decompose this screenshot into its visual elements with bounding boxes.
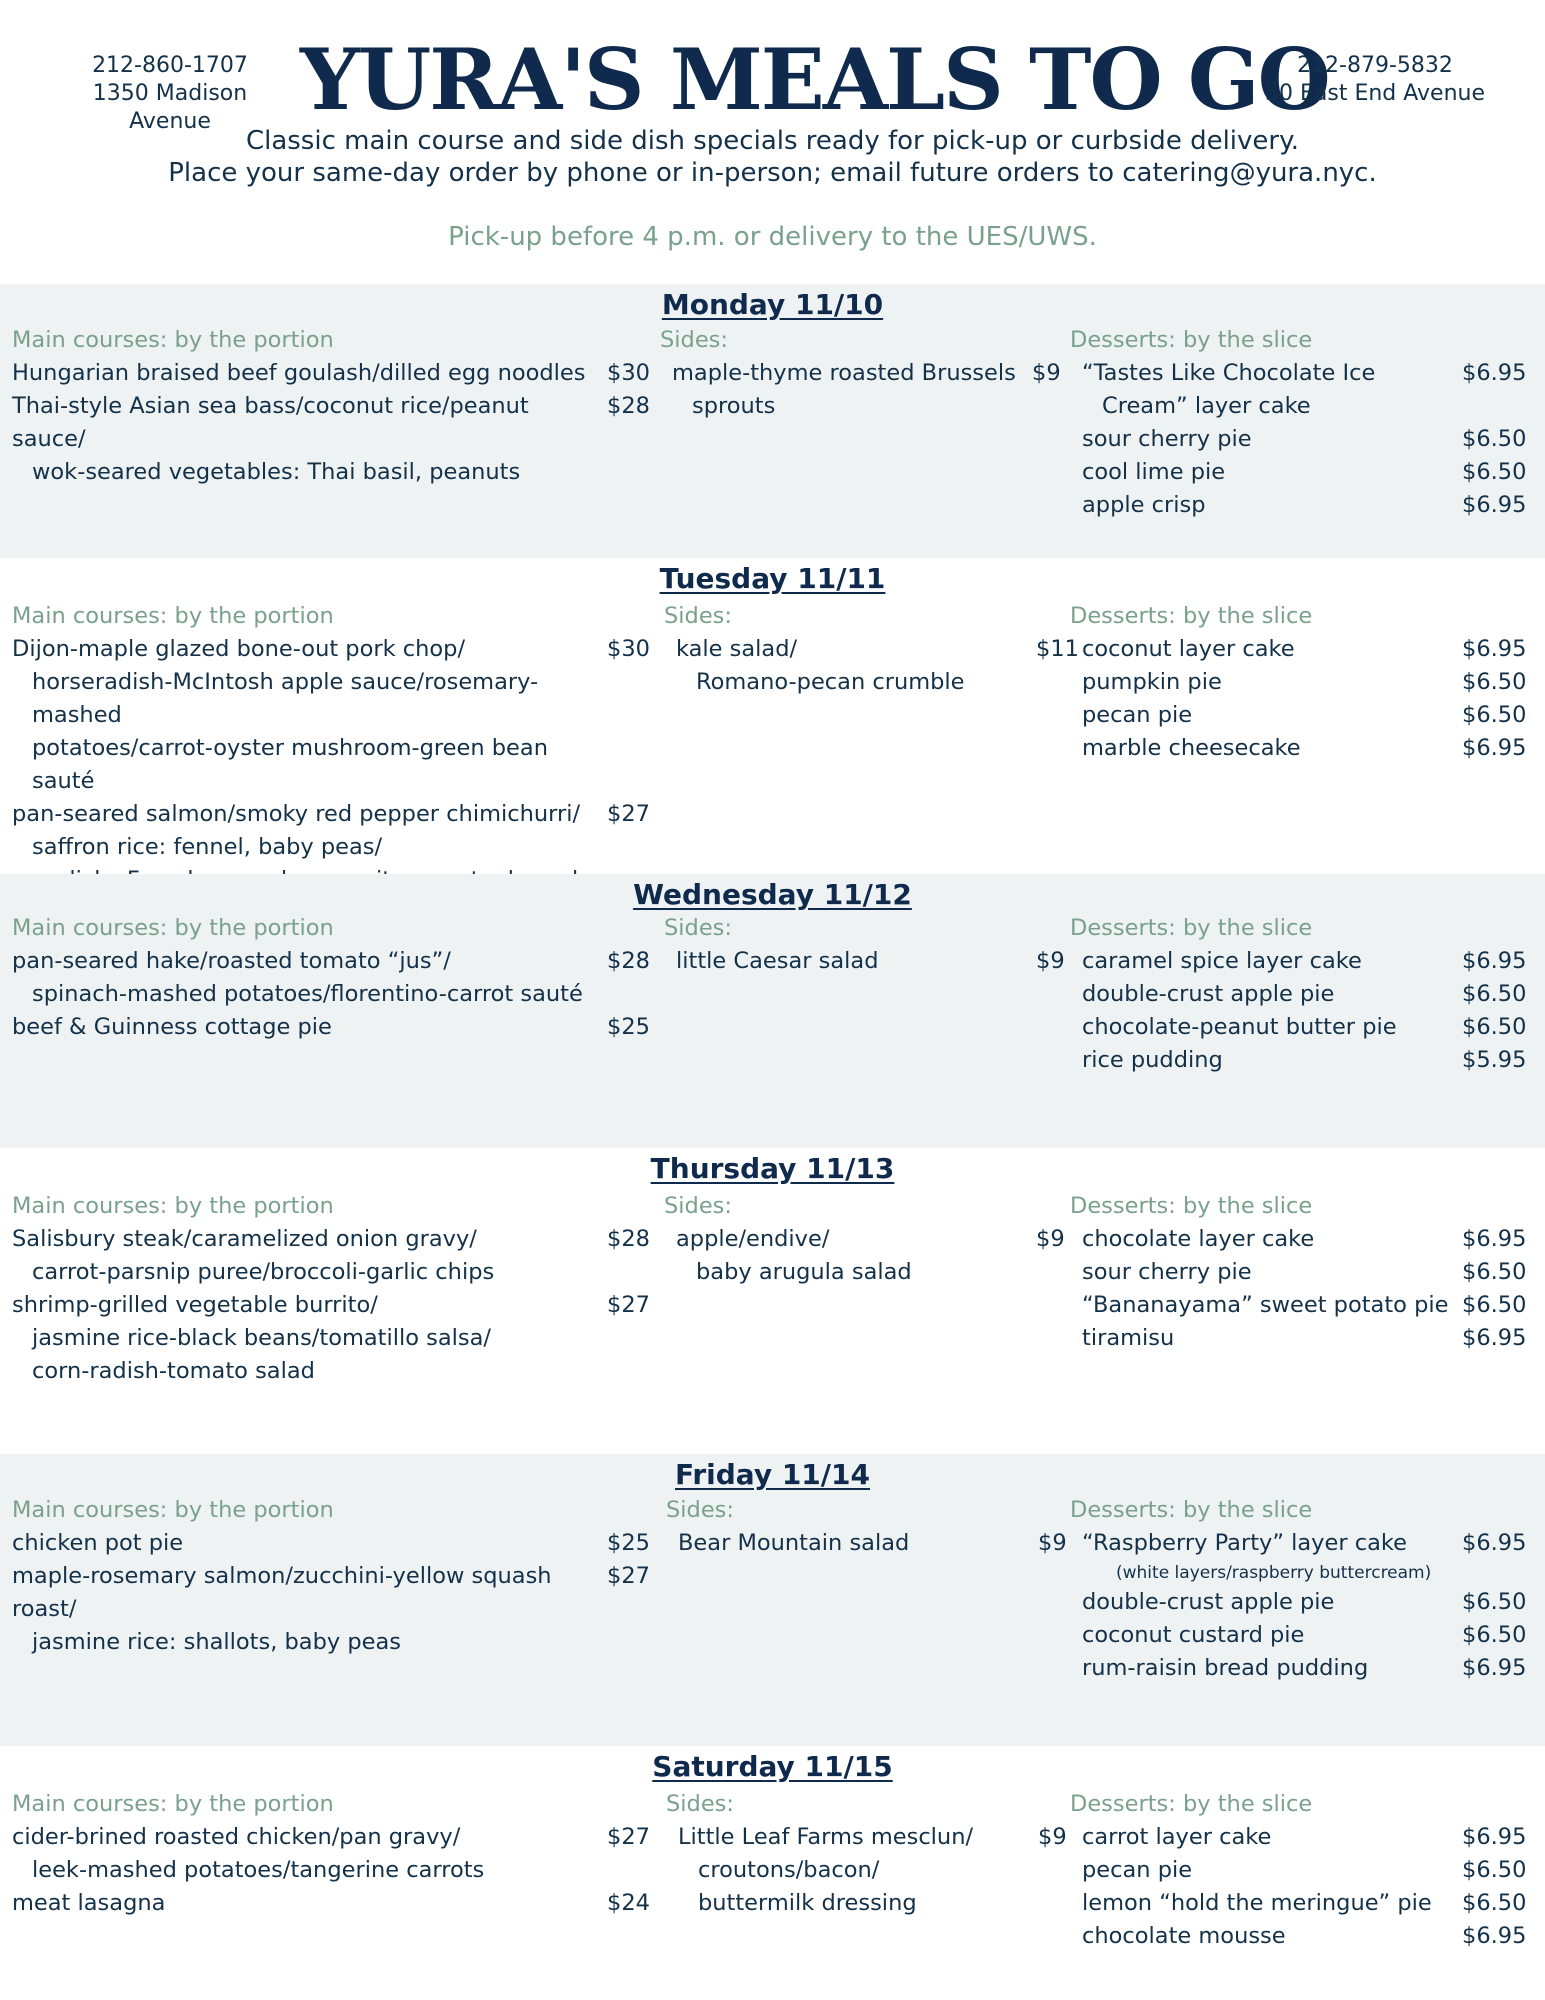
side-dish-line: Bear Mountain salad bbox=[678, 1530, 910, 1556]
main-course-line: Thai-style Asian sea bass/coconut rice/peanut sauce/ bbox=[12, 393, 529, 452]
main-course-name bbox=[12, 1560, 607, 1659]
sides-column bbox=[664, 912, 1064, 978]
main-course-line: Dijon-maple glazed bone-out pork chop/ bbox=[12, 636, 466, 662]
main-course-line: Salisbury steak/caramelized onion gravy/ bbox=[12, 1226, 477, 1252]
right-address: 50 East End Avenue bbox=[1265, 81, 1485, 106]
dessert-line: pumpkin pie bbox=[1082, 669, 1222, 695]
main-course-price: $25 bbox=[607, 1530, 650, 1556]
dessert-name bbox=[1070, 978, 1462, 1011]
mains-column bbox=[12, 1494, 652, 1659]
side-dish-item bbox=[664, 1223, 1064, 1289]
dessert-item bbox=[1070, 1619, 1535, 1652]
dessert-name bbox=[1070, 1527, 1462, 1586]
sides-heading: Sides: bbox=[664, 603, 732, 629]
side-dish-line: little Caesar salad bbox=[676, 948, 879, 974]
dessert-line: rum-raisin bread pudding bbox=[1082, 1655, 1369, 1681]
dessert-price: $6.95 bbox=[1462, 735, 1527, 761]
left-address: 1350 Madison Avenue bbox=[92, 81, 248, 134]
dessert-name bbox=[1070, 945, 1462, 978]
sides-heading: Sides: bbox=[666, 1497, 734, 1523]
day-title: Wednesday 11/12 bbox=[633, 878, 912, 911]
mains-heading: Main courses: by the portion bbox=[12, 915, 334, 941]
dessert-item bbox=[1070, 1527, 1535, 1586]
dessert-name bbox=[1070, 357, 1462, 423]
dessert-price: $5.95 bbox=[1462, 1047, 1527, 1073]
side-dish-line: Little Leaf Farms mesclun/ bbox=[678, 1824, 974, 1850]
desserts-column bbox=[1070, 912, 1535, 1077]
main-course-name bbox=[12, 1223, 607, 1289]
main-course-price: $27 bbox=[607, 1292, 650, 1318]
dessert-price: $6.95 bbox=[1462, 1226, 1527, 1252]
side-dish-name bbox=[664, 1223, 1026, 1289]
side-dish-name bbox=[660, 357, 1022, 423]
day-title: Monday 11/10 bbox=[661, 288, 884, 321]
side-dish-price: $9 bbox=[1038, 1530, 1067, 1556]
dessert-price: $6.50 bbox=[1462, 1259, 1527, 1285]
dessert-price: $6.50 bbox=[1462, 1890, 1527, 1916]
main-course-line: spinach-mashed potatoes/florentino-carrot sauté bbox=[32, 981, 583, 1007]
dessert-line: caramel spice layer cake bbox=[1082, 948, 1362, 974]
main-course-name bbox=[12, 1011, 607, 1044]
desserts-heading: Desserts: by the slice bbox=[1070, 327, 1313, 353]
dessert-price: $6.50 bbox=[1462, 1857, 1527, 1883]
main-course-price: $27 bbox=[607, 1563, 650, 1589]
main-course-line: cider-brined roasted chicken/pan gravy/ bbox=[12, 1824, 461, 1850]
day-title: Tuesday 11/11 bbox=[659, 562, 886, 595]
main-course-item bbox=[12, 1289, 652, 1388]
desserts-heading: Desserts: by the slice bbox=[1070, 603, 1313, 629]
dessert-name bbox=[1070, 1652, 1462, 1685]
dessert-price: $6.95 bbox=[1462, 1655, 1527, 1681]
day-section bbox=[0, 1454, 1545, 1746]
main-course-name bbox=[12, 945, 607, 1011]
dessert-price: $6.50 bbox=[1462, 1292, 1527, 1318]
mains-heading: Main courses: by the portion bbox=[12, 1497, 334, 1523]
dessert-item bbox=[1070, 978, 1535, 1011]
dessert-item bbox=[1070, 666, 1535, 699]
main-course-item bbox=[12, 633, 652, 798]
main-course-item bbox=[12, 1887, 652, 1920]
day-section bbox=[0, 1148, 1545, 1454]
dessert-name bbox=[1070, 1586, 1462, 1619]
dessert-price: $6.95 bbox=[1462, 1530, 1527, 1556]
main-course-item bbox=[12, 945, 652, 1011]
side-dish-line: baby arugula salad bbox=[696, 1259, 912, 1285]
dessert-line: sour cherry pie bbox=[1082, 426, 1252, 452]
day-title: Saturday 11/15 bbox=[652, 1750, 893, 1783]
dessert-name bbox=[1070, 456, 1462, 489]
dessert-item bbox=[1070, 489, 1535, 522]
desserts-column bbox=[1070, 1190, 1535, 1355]
main-course-item bbox=[12, 357, 652, 390]
main-course-name bbox=[12, 1527, 607, 1560]
dessert-price: $6.50 bbox=[1462, 1622, 1527, 1648]
desserts-heading: Desserts: by the slice bbox=[1070, 1791, 1313, 1817]
intro-line-1: Classic main course and side dish specials ready for pick-up or curbside delivery. bbox=[245, 126, 1300, 156]
main-course-line: jasmine rice: shallots, baby peas bbox=[32, 1629, 401, 1655]
main-course-line: maple-rosemary salmon/zucchini-yellow squash roast/ bbox=[12, 1563, 552, 1622]
dessert-item bbox=[1070, 945, 1535, 978]
desserts-column bbox=[1070, 324, 1535, 522]
main-course-name bbox=[12, 390, 607, 489]
side-dish-line: apple/endive/ bbox=[676, 1226, 830, 1252]
desserts-heading: Desserts: by the slice bbox=[1070, 1193, 1313, 1219]
header-left-contact bbox=[52, 52, 288, 136]
dessert-price: $6.95 bbox=[1462, 636, 1527, 662]
sides-column bbox=[666, 1494, 1066, 1560]
dessert-line: “Tastes Like Chocolate Ice bbox=[1082, 360, 1376, 386]
main-course-name bbox=[12, 1887, 607, 1920]
dessert-line: tiramisu bbox=[1082, 1325, 1175, 1351]
sides-column bbox=[660, 324, 1060, 423]
main-course-price: $24 bbox=[607, 1890, 650, 1916]
day-section bbox=[0, 1746, 1545, 2000]
side-dish-line: maple-thyme roasted Brussels bbox=[672, 360, 1016, 386]
dessert-line: pecan pie bbox=[1082, 1857, 1193, 1883]
main-course-line: chicken pot pie bbox=[12, 1530, 184, 1556]
dessert-item bbox=[1070, 1586, 1535, 1619]
dessert-line: cool lime pie bbox=[1082, 459, 1226, 485]
dessert-item bbox=[1070, 1044, 1535, 1077]
dessert-item bbox=[1070, 423, 1535, 456]
dessert-item bbox=[1070, 633, 1535, 666]
main-course-line: wok-seared vegetables: Thai basil, peanuts bbox=[32, 459, 521, 485]
dessert-line: chocolate mousse bbox=[1082, 1923, 1286, 1949]
dessert-name bbox=[1070, 423, 1462, 456]
main-course-item bbox=[12, 390, 652, 489]
dessert-price: $6.50 bbox=[1462, 981, 1527, 1007]
dessert-name bbox=[1070, 489, 1462, 522]
dessert-item bbox=[1070, 1256, 1535, 1289]
mains-heading: Main courses: by the portion bbox=[12, 327, 334, 353]
side-dish-name bbox=[666, 1527, 1028, 1560]
dessert-name bbox=[1070, 1821, 1462, 1854]
side-dish-item bbox=[660, 357, 1060, 423]
side-dish-name bbox=[666, 1821, 1028, 1920]
dessert-line: carrot layer cake bbox=[1082, 1824, 1272, 1850]
dessert-price: $6.50 bbox=[1462, 1014, 1527, 1040]
dessert-price: $6.95 bbox=[1462, 492, 1527, 518]
side-dish-item bbox=[664, 633, 1079, 699]
side-dish-line: croutons/bacon/ bbox=[698, 1857, 880, 1883]
desserts-column bbox=[1070, 1494, 1535, 1685]
side-dish-line: Romano-pecan crumble bbox=[696, 669, 965, 695]
mains-column bbox=[12, 324, 652, 489]
dessert-line: chocolate layer cake bbox=[1082, 1226, 1315, 1252]
intro-line-2: Place your same-day order by phone or in-person; email future orders to catering@yura.nyc. bbox=[168, 158, 1377, 188]
mains-heading: Main courses: by the portion bbox=[12, 603, 334, 629]
page-title: YURA'S MEALS TO GO bbox=[300, 30, 1329, 129]
dessert-name bbox=[1070, 1044, 1462, 1077]
dessert-item bbox=[1070, 1322, 1535, 1355]
side-dish-item bbox=[666, 1821, 1066, 1920]
dessert-name bbox=[1070, 666, 1462, 699]
dessert-line: chocolate-peanut butter pie bbox=[1082, 1014, 1397, 1040]
left-phone: 212-860-1707 bbox=[92, 53, 248, 78]
main-course-price: $25 bbox=[607, 1014, 650, 1040]
day-title: Thursday 11/13 bbox=[650, 1152, 895, 1185]
main-course-name bbox=[12, 1821, 607, 1887]
sides-heading: Sides: bbox=[664, 1193, 732, 1219]
main-course-item bbox=[12, 1011, 652, 1044]
day-section bbox=[0, 558, 1545, 874]
main-course-name bbox=[12, 1289, 607, 1388]
mains-column bbox=[12, 912, 652, 1044]
main-course-price: $27 bbox=[607, 1824, 650, 1850]
dessert-name bbox=[1070, 1256, 1462, 1289]
desserts-heading: Desserts: by the slice bbox=[1070, 1497, 1313, 1523]
desserts-heading: Desserts: by the slice bbox=[1070, 915, 1313, 941]
mains-heading: Main courses: by the portion bbox=[12, 1791, 334, 1817]
main-course-price: $30 bbox=[607, 360, 650, 386]
dessert-item bbox=[1070, 732, 1535, 765]
mains-column bbox=[12, 600, 652, 897]
dessert-price: $6.50 bbox=[1462, 702, 1527, 728]
dessert-price: $6.50 bbox=[1462, 459, 1527, 485]
side-dish-line: kale salad/ bbox=[676, 636, 798, 662]
mains-column bbox=[12, 1788, 652, 1920]
side-dish-price: $11 bbox=[1036, 636, 1079, 662]
dessert-line: coconut custard pie bbox=[1082, 1622, 1305, 1648]
right-phone: 212-879-5832 bbox=[1297, 53, 1453, 78]
side-dish-price: $9 bbox=[1032, 360, 1061, 386]
dessert-price: $6.50 bbox=[1462, 426, 1527, 452]
sides-heading: Sides: bbox=[664, 915, 732, 941]
main-course-name bbox=[12, 633, 607, 798]
side-dish-name bbox=[664, 633, 1026, 699]
mains-heading: Main courses: by the portion bbox=[12, 1193, 334, 1219]
dessert-price: $6.95 bbox=[1462, 948, 1527, 974]
dessert-name bbox=[1070, 1619, 1462, 1652]
dessert-name bbox=[1070, 1289, 1462, 1322]
dessert-item bbox=[1070, 699, 1535, 732]
main-course-line: pan-seared salmon/smoky red pepper chimichurri/ bbox=[12, 801, 581, 827]
sides-heading: Sides: bbox=[666, 1791, 734, 1817]
day-title: Friday 11/14 bbox=[675, 1458, 870, 1491]
desserts-column bbox=[1070, 600, 1535, 765]
dessert-item bbox=[1070, 357, 1535, 423]
main-course-item bbox=[12, 1560, 652, 1659]
dessert-item bbox=[1070, 1821, 1535, 1854]
day-section bbox=[0, 874, 1545, 1148]
sides-column bbox=[664, 1190, 1064, 1289]
dessert-name bbox=[1070, 1322, 1462, 1355]
dessert-price: $6.95 bbox=[1462, 1824, 1527, 1850]
desserts-column bbox=[1070, 1788, 1535, 1953]
dessert-item bbox=[1070, 1011, 1535, 1044]
main-course-line: pan-seared hake/roasted tomato “jus”/ bbox=[12, 948, 451, 974]
side-dish-item bbox=[666, 1527, 1066, 1560]
dessert-item bbox=[1070, 1223, 1535, 1256]
main-course-line: beef & Guinness cottage pie bbox=[12, 1014, 332, 1040]
dessert-item bbox=[1070, 1887, 1535, 1920]
dessert-name bbox=[1070, 1223, 1462, 1256]
main-course-name bbox=[12, 357, 607, 390]
main-course-price: $28 bbox=[607, 393, 650, 419]
main-course-line: shrimp-grilled vegetable burrito/ bbox=[12, 1292, 378, 1318]
dessert-name bbox=[1070, 732, 1462, 765]
main-course-line: corn-radish-tomato salad bbox=[32, 1358, 315, 1384]
main-course-line: potatoes/carrot-oyster mushroom-green bean sauté bbox=[32, 735, 548, 794]
sides-column bbox=[664, 600, 1079, 699]
mains-column bbox=[12, 1190, 652, 1388]
dessert-item bbox=[1070, 456, 1535, 489]
header-right-contact bbox=[1257, 52, 1493, 108]
dessert-line: lemon “hold the meringue” pie bbox=[1082, 1890, 1432, 1916]
main-course-line: carrot-parsnip puree/broccoli-garlic chips bbox=[32, 1259, 495, 1285]
main-course-line: meat lasagna bbox=[12, 1890, 166, 1916]
dessert-line: marble cheesecake bbox=[1082, 735, 1301, 761]
dessert-name bbox=[1070, 633, 1462, 666]
main-course-price: $28 bbox=[607, 1226, 650, 1252]
dessert-price: $6.50 bbox=[1462, 669, 1527, 695]
main-course-item bbox=[12, 1821, 652, 1887]
dessert-name bbox=[1070, 1920, 1462, 1953]
dessert-price: $6.50 bbox=[1462, 1589, 1527, 1615]
dessert-name bbox=[1070, 699, 1462, 732]
sides-heading: Sides: bbox=[660, 327, 728, 353]
main-course-item bbox=[12, 1527, 652, 1560]
dessert-price: $6.95 bbox=[1462, 1325, 1527, 1351]
dessert-item bbox=[1070, 1920, 1535, 1953]
main-course-item bbox=[12, 1223, 652, 1289]
dessert-price: $6.95 bbox=[1462, 1923, 1527, 1949]
dessert-item bbox=[1070, 1652, 1535, 1685]
dessert-line: coconut layer cake bbox=[1082, 636, 1295, 662]
dessert-line: double-crust apple pie bbox=[1082, 1589, 1335, 1615]
side-dish-price: $9 bbox=[1036, 948, 1065, 974]
side-dish-name bbox=[664, 945, 1026, 978]
dessert-item bbox=[1070, 1854, 1535, 1887]
side-dish-item bbox=[664, 945, 1064, 978]
pickup-note: Pick-up before 4 p.m. or delivery to the UES/UWS. bbox=[448, 222, 1097, 252]
dessert-line: Cream” layer cake bbox=[1102, 393, 1311, 419]
dessert-line: double-crust apple pie bbox=[1082, 981, 1335, 1007]
side-dish-price: $9 bbox=[1036, 1226, 1065, 1252]
main-course-price: $30 bbox=[607, 636, 650, 662]
dessert-note: (white layers/raspberry buttercream) bbox=[1116, 1563, 1432, 1583]
dessert-name bbox=[1070, 1854, 1462, 1887]
dessert-line: sour cherry pie bbox=[1082, 1259, 1252, 1285]
dessert-name bbox=[1070, 1887, 1462, 1920]
main-course-line: saffron rice: fennel, baby peas/ bbox=[32, 834, 383, 860]
main-course-line: Hungarian braised beef goulash/dilled egg noodles bbox=[12, 360, 586, 386]
main-course-line: leek-mashed potatoes/tangerine carrots bbox=[32, 1857, 485, 1883]
dessert-line: pecan pie bbox=[1082, 702, 1193, 728]
main-course-price: $28 bbox=[607, 948, 650, 974]
dessert-price: $6.95 bbox=[1462, 360, 1527, 386]
sides-column bbox=[666, 1788, 1066, 1920]
dessert-item bbox=[1070, 1289, 1535, 1322]
main-course-line: jasmine rice-black beans/tomatillo salsa/ bbox=[32, 1325, 492, 1351]
dessert-line: “Bananayama” sweet potato pie bbox=[1082, 1292, 1449, 1318]
main-course-price: $27 bbox=[607, 801, 650, 827]
dessert-line: “Raspberry Party” layer cake bbox=[1082, 1530, 1407, 1556]
day-section bbox=[0, 284, 1545, 558]
dessert-name bbox=[1070, 1011, 1462, 1044]
side-dish-line: sprouts bbox=[692, 393, 776, 419]
side-dish-price: $9 bbox=[1038, 1824, 1067, 1850]
dessert-line: apple crisp bbox=[1082, 492, 1206, 518]
dessert-line: rice pudding bbox=[1082, 1047, 1223, 1073]
side-dish-line: buttermilk dressing bbox=[698, 1890, 917, 1916]
main-course-line: horseradish-McIntosh apple sauce/rosemary-mashed bbox=[32, 669, 539, 728]
